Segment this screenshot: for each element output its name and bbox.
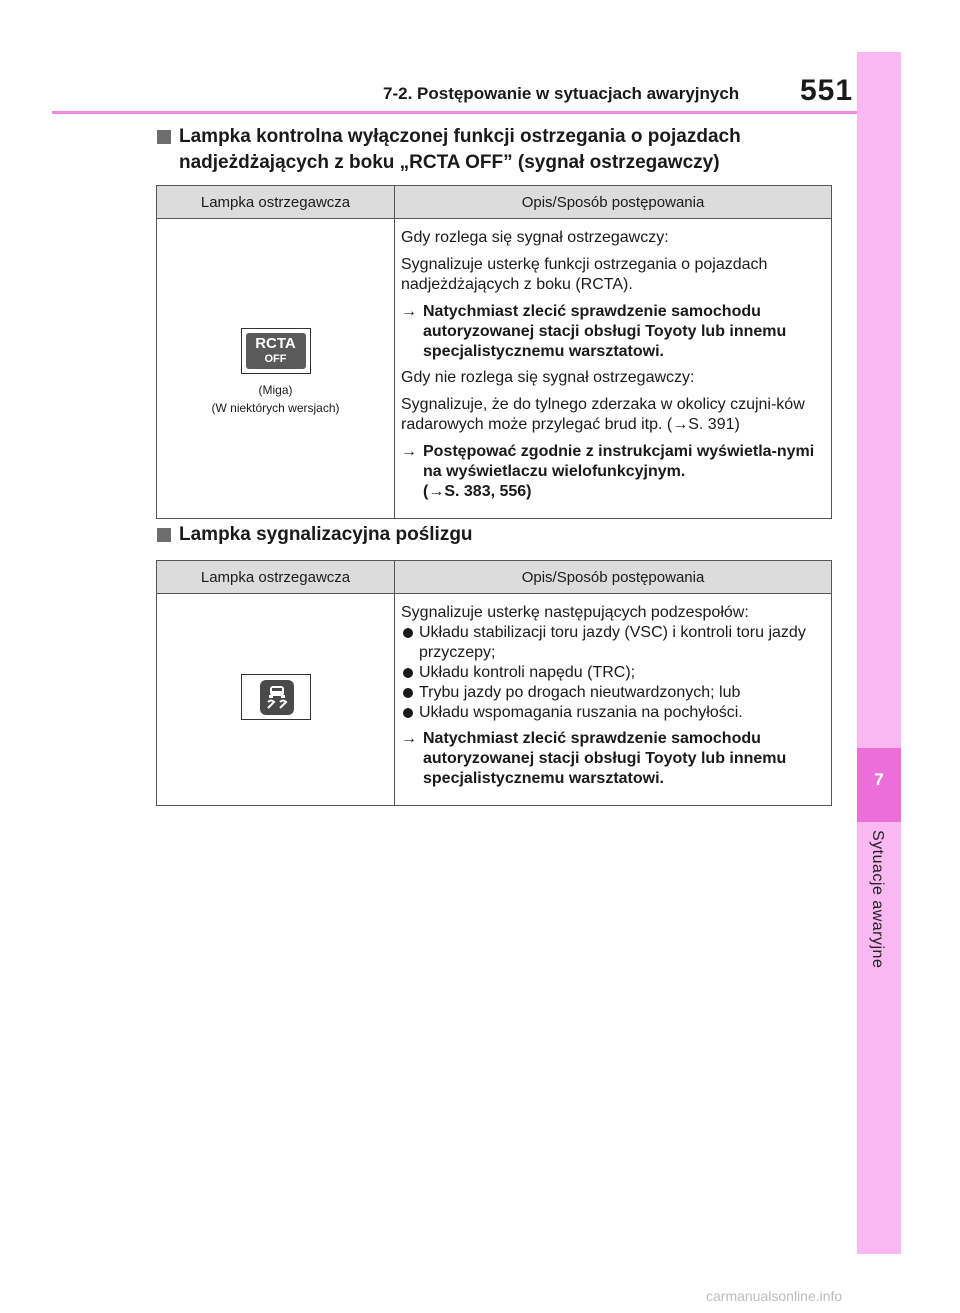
desc-text-end: ) bbox=[734, 416, 740, 433]
description-cell bbox=[395, 594, 832, 806]
action-text: Postępować zgodnie z instrukcjami wyświetla-nymi na wyświetlaczu wielofunkcyjnym. bbox=[423, 443, 815, 480]
header-rule bbox=[52, 111, 858, 114]
section-title-text: Lampka sygnalizacyjna poślizgu bbox=[179, 524, 473, 545]
desc-paragraph: Gdy rozlega się sygnał ostrzegawczy: bbox=[401, 229, 669, 246]
table-row bbox=[157, 594, 832, 806]
col-header-warning-light: Lampka ostrzegawcza bbox=[157, 186, 395, 219]
desc-paragraph: Sygnalizuje usterkę następujących podzespołów: bbox=[401, 604, 749, 621]
page-number: 551 bbox=[800, 74, 854, 107]
list-item: Układu stabilizacji toru jazdy (VSC) i kontroli toru jazdy przyczepy; bbox=[401, 623, 825, 663]
arrow-icon: → bbox=[401, 303, 417, 320]
skidding-car-icon bbox=[260, 680, 294, 715]
section-title-text: Lampka kontrolna wyłączonej funkcji ostrzegania o pojazdach nadjeżdżających z boku „RCTA OFF” (sygnał ostrzegawczy) bbox=[179, 126, 741, 173]
arrow-icon: → bbox=[401, 443, 417, 460]
rcta-warning-table bbox=[156, 185, 832, 519]
chapter-label: Sytuacje awaryjne bbox=[869, 830, 886, 969]
footer-watermark: carmanualsonline.info bbox=[706, 1288, 843, 1304]
icon-cell bbox=[157, 219, 395, 519]
rcta-icon-text-bottom: OFF bbox=[264, 353, 287, 365]
action-instruction bbox=[401, 442, 825, 502]
description-cell bbox=[395, 219, 832, 519]
rcta-icon-text-top: RCTA bbox=[255, 335, 296, 352]
page-reference-link[interactable]: S. 383, 556 bbox=[444, 483, 527, 500]
arrow-icon: → bbox=[401, 730, 417, 747]
action-instruction bbox=[401, 729, 825, 789]
action-text: Natychmiast zlecić sprawdzenie samochodu autoryzowanej stacji obsługi Toyoty lub innemu specjalistycznemu warsztatowi. bbox=[423, 730, 787, 787]
col-header-description: Opis/Sposób postępowania bbox=[395, 186, 832, 219]
table-header-row bbox=[157, 561, 832, 594]
slip-indicator-icon bbox=[241, 674, 311, 720]
ref-open: ( bbox=[423, 483, 429, 500]
chapter-number-tab[interactable]: 7 bbox=[857, 748, 901, 822]
section-title-slip bbox=[157, 522, 837, 548]
table-row bbox=[157, 219, 832, 519]
arrow-icon: → bbox=[672, 416, 689, 433]
action-text: Natychmiast zlecić sprawdzenie samochodu autoryzowanej stacji obsługi Toyoty lub innemu specjalistycznemu warsztatowi. bbox=[423, 303, 787, 360]
caption-versions: (W niektórych wersjach) bbox=[211, 401, 340, 415]
caption-blink: (Miga) bbox=[258, 383, 293, 397]
col-header-description: Opis/Sposób postępowania bbox=[395, 561, 832, 594]
action-instruction bbox=[401, 302, 825, 362]
section-square-icon bbox=[157, 528, 171, 542]
desc-paragraph: Gdy nie rozlega się sygnał ostrzegawczy: bbox=[401, 369, 695, 386]
list-item: Układu kontroli napędu (TRC); bbox=[401, 663, 825, 683]
component-list bbox=[401, 623, 825, 723]
side-tab bbox=[857, 52, 901, 1254]
table-header-row bbox=[157, 186, 832, 219]
section-title-rcta bbox=[157, 124, 837, 176]
col-header-warning-light: Lampka ostrzegawcza bbox=[157, 561, 395, 594]
section-square-icon bbox=[157, 130, 171, 144]
arrow-icon: → bbox=[428, 483, 445, 500]
ref-close: ) bbox=[526, 483, 532, 500]
icon-cell bbox=[157, 594, 395, 806]
slip-indicator-table bbox=[156, 560, 832, 806]
rcta-off-icon bbox=[241, 328, 311, 374]
list-item: Trybu jazdy po drogach nieutwardzonych; lub bbox=[401, 683, 825, 703]
desc-paragraph: Sygnalizuje usterkę funkcji ostrzegania o pojazdach nadjeżdżających z boku (RCTA). bbox=[401, 256, 768, 293]
desc-paragraph bbox=[401, 395, 825, 435]
page-reference-link[interactable]: S. 391 bbox=[688, 416, 735, 433]
rcta-off-icon-face bbox=[246, 333, 306, 369]
list-item: Układu wspomagania ruszania na pochyłości. bbox=[401, 703, 825, 723]
header-title: 7-2. Postępowanie w sytuacjach awaryjnych bbox=[383, 84, 740, 103]
desc-text: Sygnalizuje, że do tylnego zderzaka w okolicy czujni-ków radarowych może przylegać brud itp. ( bbox=[401, 396, 805, 433]
